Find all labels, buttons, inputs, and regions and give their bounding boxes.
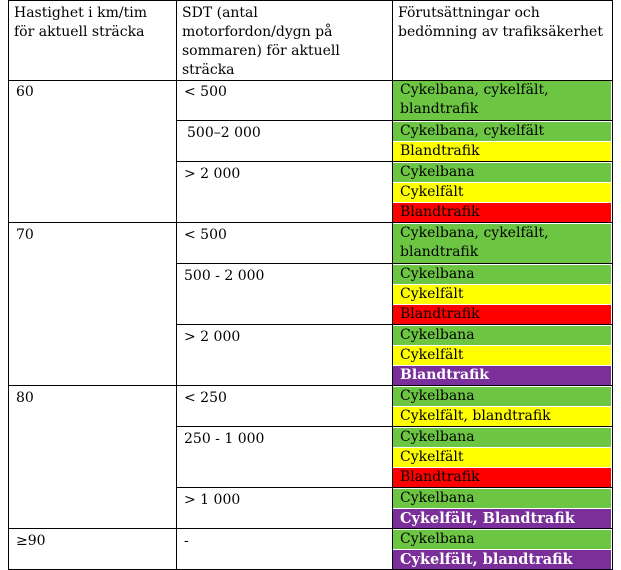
assessment-item: Cykelfält — [393, 183, 611, 202]
assessment-item: Cykelbana — [393, 489, 611, 508]
speed-cell: 60 — [16, 84, 34, 100]
sdt-cell: < 500 — [184, 227, 227, 243]
assessment-item: Cykelbana — [393, 530, 611, 549]
column-divider — [176, 0, 177, 570]
band-divider — [176, 263, 613, 264]
sdt-cell: < 250 — [184, 390, 227, 406]
sdt-cell: 500 - 2 000 — [184, 268, 265, 284]
assessment-item: Cykelfält, blandtrafik — [393, 407, 611, 426]
assessment-item: Cykelbana, cykelfält — [393, 122, 611, 141]
sdt-cell: > 1 000 — [184, 492, 241, 508]
assessment-item: Cykelbana, cykelfält, blandtrafik — [393, 81, 611, 120]
band-divider — [176, 426, 613, 427]
sdt-cell: 500–2 000 — [187, 125, 261, 141]
speed-cell: ≥90 — [16, 533, 46, 549]
assessment-item: Cykelbana — [393, 387, 611, 406]
column-divider — [392, 0, 393, 570]
sdt-cell: > 2 000 — [184, 166, 241, 182]
row-divider — [8, 528, 613, 529]
header-assessment: Förutsättningar och bedömning av trafiksäkerhet — [398, 5, 603, 40]
assessment-item: Cykelbana — [393, 428, 611, 447]
band-divider — [176, 487, 613, 488]
speed-cell: 80 — [16, 390, 34, 406]
speed-cell: 70 — [16, 227, 34, 243]
row-divider — [8, 385, 613, 386]
traffic-safety-table — [8, 0, 613, 568]
row-divider — [8, 0, 613, 1]
column-divider — [8, 0, 9, 570]
assessment-item: Cykelfält, blandtrafik — [393, 550, 611, 569]
assessment-item: Cykelfält, Blandtrafik — [393, 509, 611, 528]
column-divider — [612, 0, 613, 570]
header-speed: Hastighet i km/tim för aktuell sträcka — [14, 5, 147, 40]
assessment-item: Cykelfält — [393, 346, 611, 365]
band-divider — [176, 120, 613, 121]
sdt-cell: - — [184, 533, 189, 549]
assessment-item: Blandtrafik — [393, 305, 611, 324]
assessment-item: Cykelbana — [393, 326, 611, 345]
assessment-item: Blandtrafik — [393, 142, 611, 161]
assessment-item: Blandtrafik — [393, 366, 611, 385]
assessment-item: Cykelbana — [393, 265, 611, 284]
assessment-item: Blandtrafik — [393, 203, 611, 222]
assessment-item: Cykelfält — [393, 285, 611, 304]
assessment-item: Cykelfält — [393, 448, 611, 467]
header-sdt: SDT (antal motorfordon/dygn på sommaren) för aktuell sträcka — [182, 5, 340, 78]
assessment-item: Cykelbana — [393, 163, 611, 182]
sdt-cell: < 500 — [184, 84, 227, 100]
assessment-item: Blandtrafik — [393, 468, 611, 487]
band-divider — [176, 324, 613, 325]
sdt-cell: > 2 000 — [184, 329, 241, 345]
sdt-cell: 250 - 1 000 — [184, 431, 265, 447]
band-divider — [176, 161, 613, 162]
assessment-item: Cykelbana, cykelfält, blandtrafik — [393, 224, 611, 263]
row-divider — [8, 222, 613, 223]
row-divider — [8, 80, 613, 81]
